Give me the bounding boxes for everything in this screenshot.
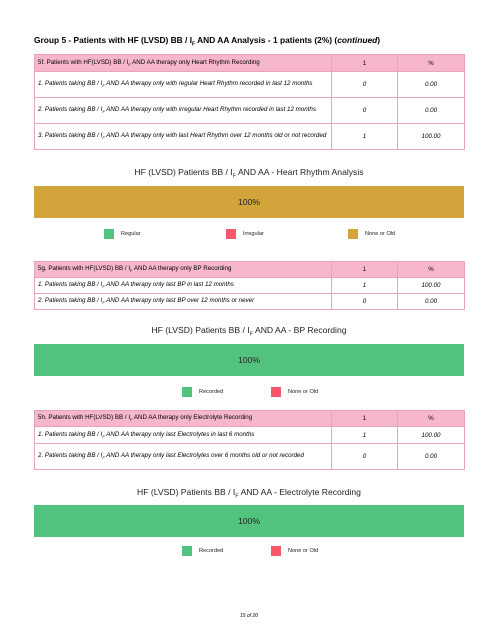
table-header-count: 1	[332, 411, 398, 427]
table-header-row	[35, 262, 465, 278]
page-number: 15 of 20	[239, 613, 259, 619]
bar-segment: 100%	[34, 344, 464, 376]
table-row	[35, 444, 465, 470]
table-5g-bp-recording	[34, 261, 465, 310]
table-header-count: 1	[332, 55, 398, 72]
row-count: 0	[332, 98, 398, 124]
row-percent: 100.00	[398, 124, 465, 150]
legend-item-recorded: Recorded	[182, 387, 223, 397]
table-header-label: 5h. Patients with HF(LVSD) BB / $I_F$ AND AA therapy only Electrolyte Recording	[35, 411, 332, 427]
table-row	[35, 124, 465, 150]
stacked-bar-bp-recording	[34, 344, 464, 376]
table-5h-electrolyte-recording	[34, 410, 465, 470]
legend-item-none-or-old: None or Old	[271, 546, 318, 556]
legend-heart-rhythm	[34, 229, 464, 241]
table-header-percent: %	[398, 262, 465, 278]
row-count: 0	[332, 294, 398, 310]
table-row	[35, 72, 465, 98]
row-label: 1. Patients taking BB / $I_F$ AND AA therapy only last Electrolytes in last 6 months	[35, 427, 332, 444]
row-label: 2. Patients taking BB / $I_F$ AND AA therapy only last Electrolytes over 6 months old or not recorded	[35, 444, 332, 470]
table-header-row	[35, 411, 465, 427]
legend-item-regular: Regular	[104, 229, 141, 239]
row-percent: 100.00	[398, 427, 465, 444]
chart-title-heart-rhythm: HF (LVSD) Patients BB / $I_F$ AND AA - Heart Rhythm Analysis	[134, 167, 364, 180]
table-header-label: 5f. Patients with HF(LVSD) BB / $I_F$ AND AA therapy only Heart Rhythm Recording	[35, 55, 332, 72]
table-header-label: 5g. Patients with HF(LVSD) BB / $I_F$ AND AA therapy only BP Recording	[35, 262, 332, 278]
legend-swatch-red	[226, 229, 236, 239]
table-header-count: 1	[332, 262, 398, 278]
row-label: 3. Patients taking BB / $I_F$ AND AA therapy only with last Heart Rhythm over 12 months old or not recorded	[35, 124, 332, 150]
row-percent: 0.00	[398, 444, 465, 470]
legend-swatch-green	[104, 229, 114, 239]
legend-swatch-green	[182, 546, 192, 556]
table-row	[35, 294, 465, 310]
table-row	[35, 98, 465, 124]
row-count: 0	[332, 72, 398, 98]
bar-segment: 100%	[34, 186, 464, 218]
section-heading: Group 5 - Patients with HF (LVSD) BB / $I_F$ AND AA Analysis - 1 patients (2%) (continued)	[34, 35, 381, 48]
legend-item-recorded: Recorded	[182, 546, 223, 556]
row-label: 2. Patients taking BB / $I_F$ AND AA therapy only last BP over 12 months or never	[35, 294, 332, 310]
table-header-percent: %	[398, 55, 465, 72]
row-label: 1. Patients taking BB / $I_F$ AND AA therapy only with regular Heart Rhythm recorded in last 12 months	[35, 72, 332, 98]
legend-item-none-or-old: None or Old	[348, 229, 395, 239]
legend-swatch-amber	[348, 229, 358, 239]
table-row	[35, 278, 465, 294]
chart-title-electrolyte-recording: HF (LVSD) Patients BB / $I_F$ AND AA - Electrolyte Recording	[137, 487, 361, 500]
row-count: 1	[332, 427, 398, 444]
legend-item-none-or-old: None or Old	[271, 387, 318, 397]
row-percent: 0.00	[398, 294, 465, 310]
stacked-bar-electrolyte-recording	[34, 505, 464, 537]
row-percent: 0.00	[398, 98, 465, 124]
stacked-bar-heart-rhythm	[34, 186, 464, 218]
chart-title-bp-recording: HF (LVSD) Patients BB / $I_F$ AND AA - BP Recording	[151, 325, 347, 338]
legend-electrolyte-recording	[34, 546, 464, 558]
table-header-row	[35, 55, 465, 72]
table-header-percent: %	[398, 411, 465, 427]
legend-item-irregular: Irregular	[226, 229, 264, 239]
legend-swatch-red	[271, 546, 281, 556]
row-count: 1	[332, 278, 398, 294]
legend-swatch-red	[271, 387, 281, 397]
bar-segment: 100%	[34, 505, 464, 537]
row-label: 1. Patients taking BB / $I_F$ AND AA therapy only last BP in last 12 months	[35, 278, 332, 294]
legend-swatch-green	[182, 387, 192, 397]
row-count: 0	[332, 444, 398, 470]
row-count: 1	[332, 124, 398, 150]
row-percent: 100.00	[398, 278, 465, 294]
table-5f-heart-rhythm	[34, 54, 465, 150]
table-row	[35, 427, 465, 444]
row-label: 2. Patients taking BB / $I_F$ AND AA therapy only with irregular Heart Rhythm recorded in last 12 months	[35, 98, 332, 124]
legend-bp-recording	[34, 387, 464, 399]
row-percent: 0.00	[398, 72, 465, 98]
